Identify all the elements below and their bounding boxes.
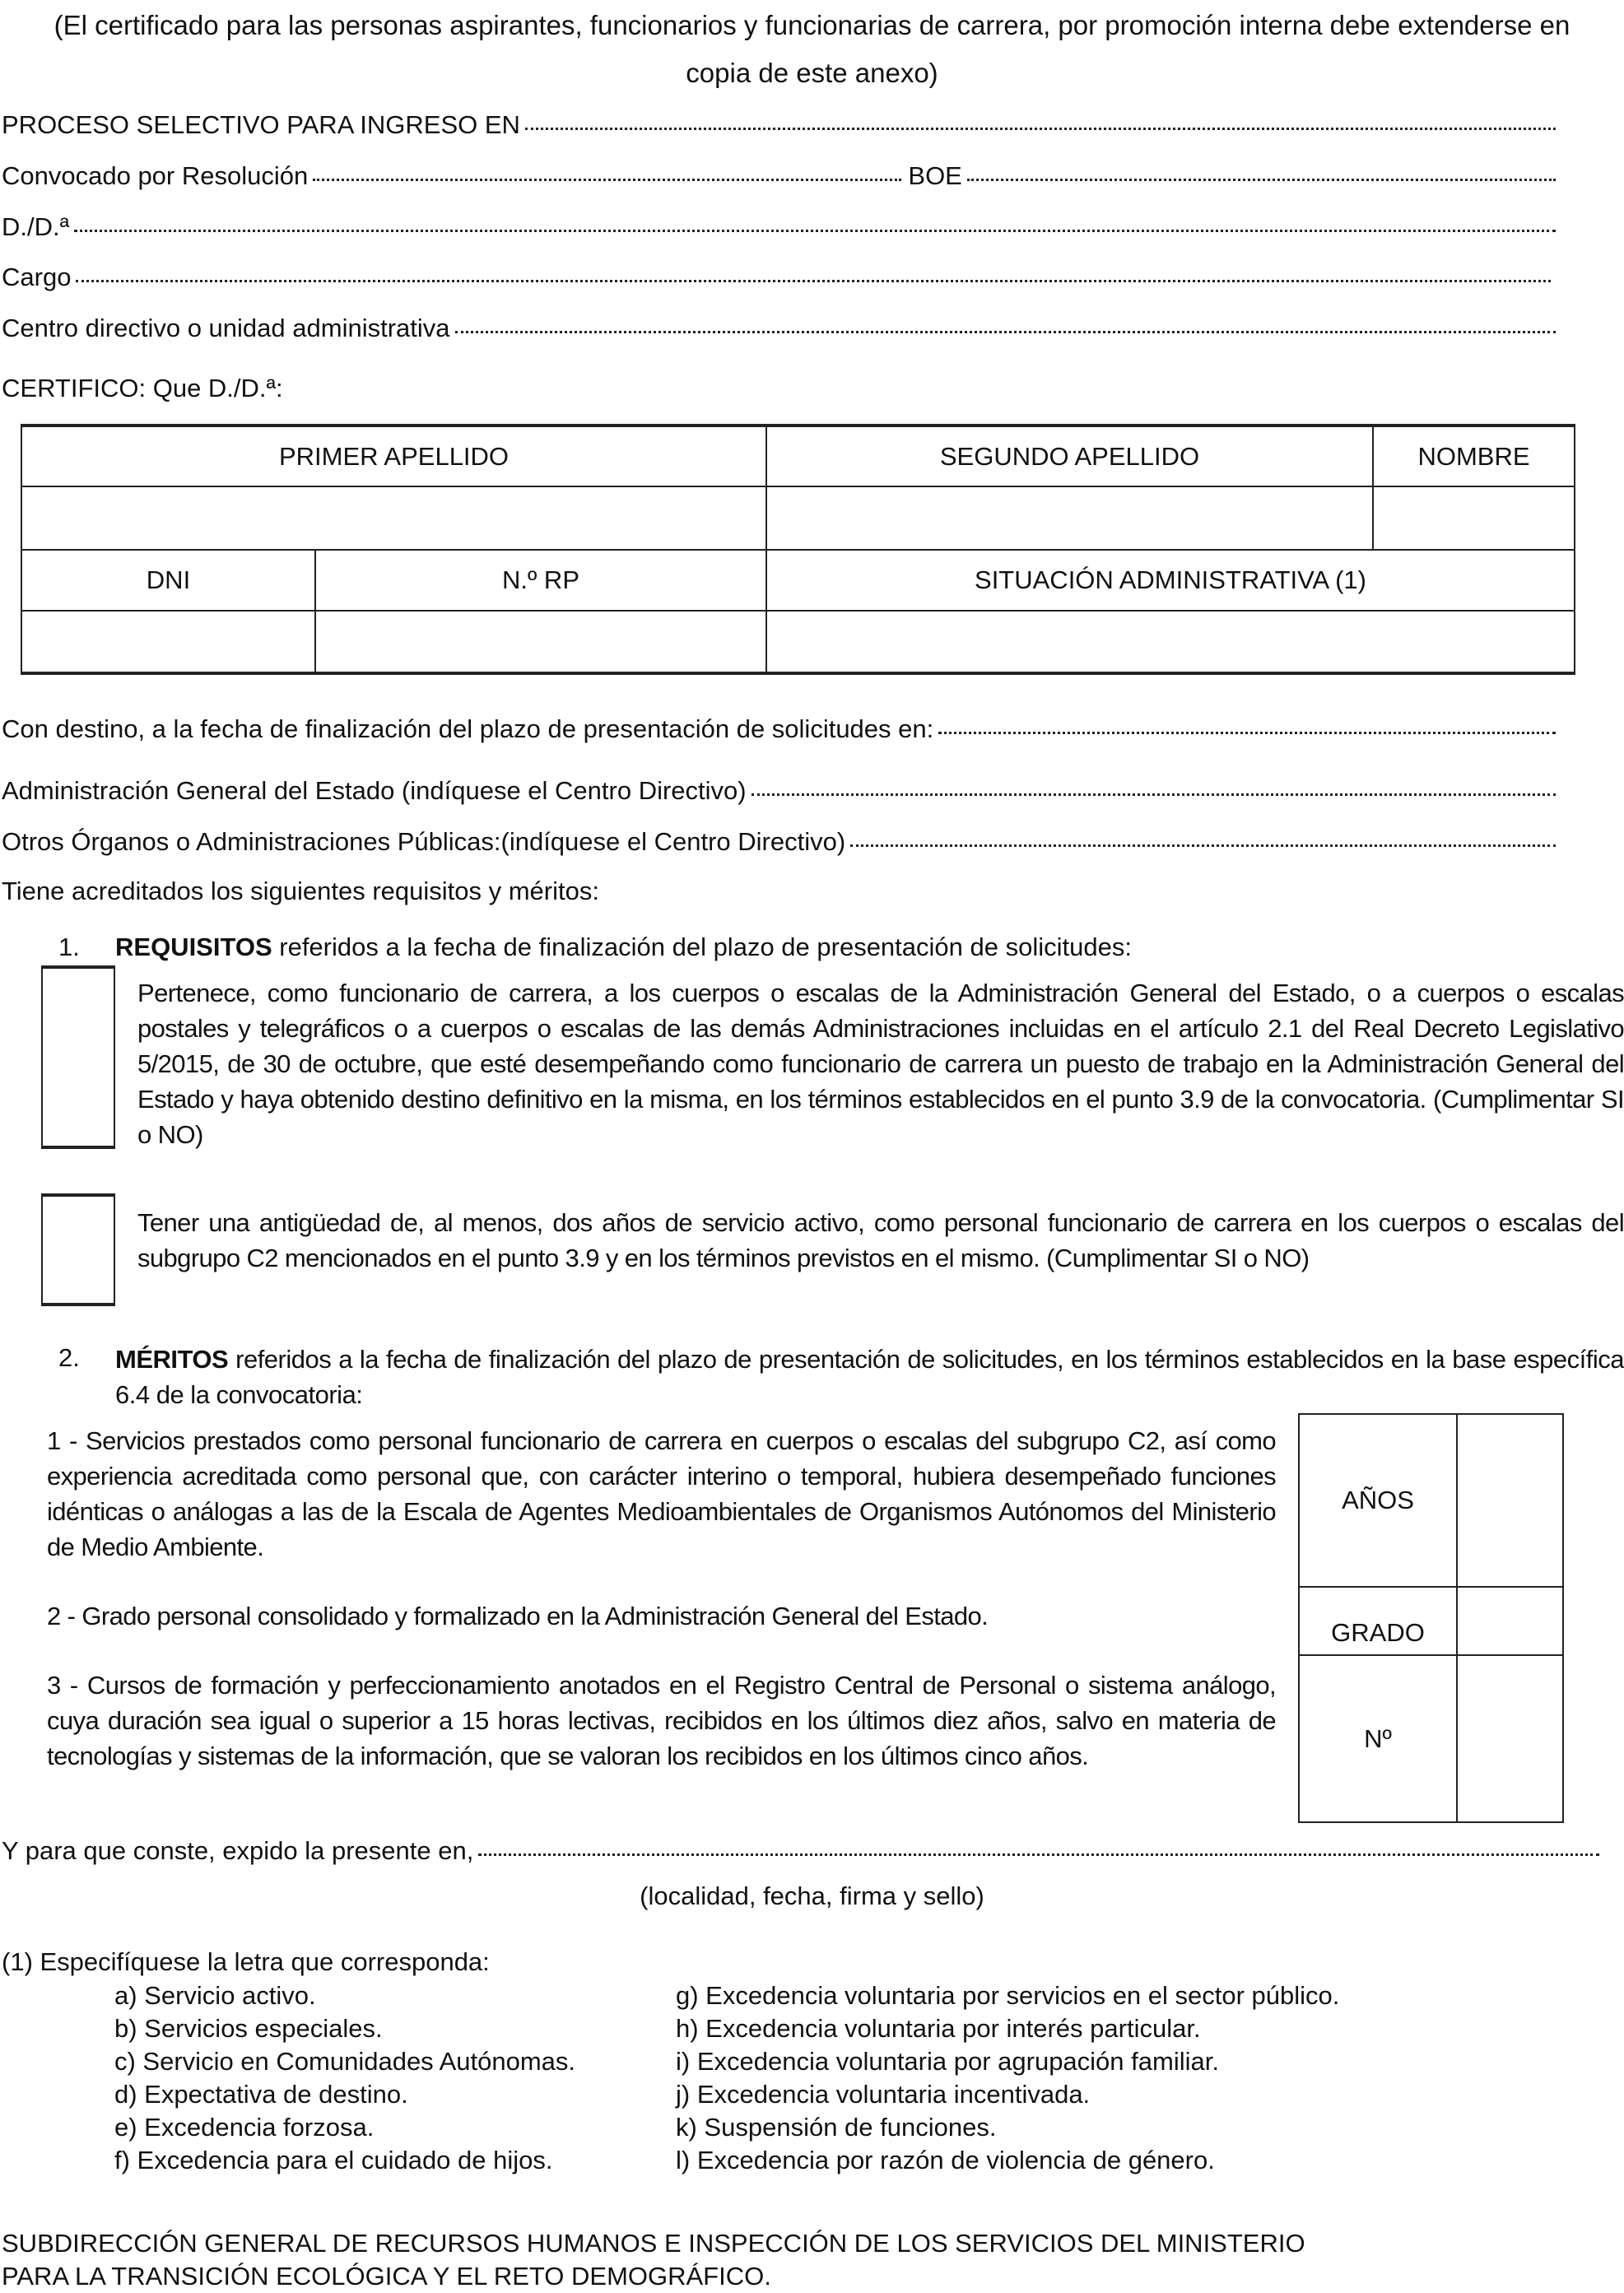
footnote-left-list (114, 1979, 575, 2177)
footer (2, 2227, 1305, 2293)
con-destino-label: Con destino, a la fecha de finalización del plazo de presentación de solicitudes en: (2, 714, 934, 743)
header-segundo-apellido: SEGUNDO APELLIDO (765, 424, 1374, 487)
header-dni: DNI (21, 549, 316, 612)
otros-field[interactable] (2, 827, 1556, 857)
certifico-label: CERTIFICO: Que D./D.ª: (2, 374, 283, 402)
dotted-leader (850, 844, 1556, 847)
merito-3-text: 3 - Cursos de formación y perfeccionamiento anotados en el Registro Central de Personal o sistema análogo, cuya duración sea igual o superior a 15 horas lectivas, recibidos en los últimos diez años, salvo en materia de tecnologías y sistemas de la información, que se valoran los recibidos en los últimos cinco años. (47, 1671, 1276, 1770)
dotted-leader (74, 230, 1556, 232)
requisitos-number: 1. (58, 933, 80, 961)
localidad-caption: (localidad, fecha, firma y sello) (640, 1881, 984, 1910)
centro-label: Centro directivo o unidad administrativa (2, 314, 450, 342)
anos-label: AÑOS (1298, 1413, 1458, 1588)
expido-label: Y para que conste, expido la presente en, (2, 1836, 474, 1865)
meritos-number: 2. (58, 1343, 80, 1372)
header-nombre: NOMBRE (1372, 424, 1575, 487)
convocado-label: Convocado por Resolución (2, 161, 309, 190)
age-field[interactable] (2, 776, 1556, 806)
dd-label: D./D.ª (2, 212, 70, 241)
num-cursos-label: Nº (1298, 1654, 1458, 1823)
footnote-item: f) Excedencia para el cuidado de hijos. (114, 2146, 553, 2174)
footnote-item: a) Servicio activo. (114, 1981, 316, 2010)
situacion-input[interactable] (765, 610, 1575, 675)
cargo-label: Cargo (2, 263, 72, 291)
convocado-field[interactable] (2, 161, 1556, 191)
requisitos-heading-bold: REQUISITOS (115, 933, 272, 961)
grado-input[interactable] (1456, 1586, 1564, 1656)
merito-1-text: 1 - Servicios prestados como personal funcionario de carrera en cuerpos o escalas del subgrupo C2, así como experiencia acreditada como personal que, con carácter interino o temporal, hubiera desempeñado funciones idénticas o análogas a las de la Escala de Agentes Medioambientales de Organismos Autónomos del Ministerio de Medio Ambiente. (47, 1426, 1276, 1561)
footer-line-1: SUBDIRECCIÓN GENERAL DE RECURSOS HUMANOS E INSPECCIÓN DE LOS SERVICIOS DEL MINISTERIO (2, 2229, 1305, 2258)
footnote-item: j) Excedencia voluntaria incentivada. (676, 2080, 1091, 2109)
requisito-2-text: Tener una antigüedad de, al menos, dos años de servicio activo, como personal funcionario de carrera en los cuerpos o escalas del subgrupo C2 mencionados en el punto 3.9 y en los términos previstos en el mismo. (Cumplimentar SI o NO) (137, 1208, 1624, 1272)
dotted-leader (313, 179, 901, 181)
dotted-leader (967, 179, 1556, 181)
merito-2-text: 2 - Grado personal consolidado y formalizado en la Administración General del Estado. (47, 1602, 989, 1630)
centro-field[interactable] (2, 314, 1556, 343)
con-destino-field[interactable] (2, 714, 1556, 744)
dotted-leader (478, 1853, 1599, 1856)
dotted-leader (938, 732, 1556, 734)
proceso-label: PROCESO SELECTIVO PARA INGRESO EN (2, 110, 520, 139)
footnote-right-list (676, 1979, 1339, 2177)
meritos-heading-rest: referidos a la fecha de finalización del plazo de presentación de solicitudes, en los términos establecidos en la base específica 6.4 de la convocatoria: (115, 1345, 1624, 1409)
footnote-item: g) Excedencia voluntaria por servicios en el sector público. (676, 1981, 1340, 2010)
requisito-1-text: Pertenece, como funcionario de carrera, a los cuerpos o escalas de la Administración General del Estado, o a cuerpos o escalas postales y telegráficos o a cuerpos o escalas de las demás Administraciones incluidas en el artículo 2.1 del Real Decreto Legislativo 5/2015, de 30 de octubre, que esté desempeñando como funcionario de carrera un puesto de trabajo en la Administración General del Estado y haya obtenido destino definitivo en la misma, en los términos establecidos en el punto 3.9 de la convocatoria. (Cumplimentar SI o NO) (137, 979, 1624, 1149)
meritos-heading (115, 1342, 1624, 1412)
boe-label: BOE (908, 161, 962, 190)
footnote-item: d) Expectativa de destino. (114, 2080, 408, 2109)
footnote-item: i) Excedencia voluntaria por agrupación familiar. (676, 2047, 1219, 2076)
header-situacion: SITUACIÓN ADMINISTRATIVA (1) (765, 549, 1575, 612)
meritos-heading-bold: MÉRITOS (115, 1345, 229, 1374)
expido-field[interactable] (2, 1836, 1599, 1866)
requisitos-heading-rest: referidos a la fecha de finalización del plazo de presentación de solicitudes: (272, 933, 1132, 961)
requisito-2-checkbox[interactable] (41, 1193, 115, 1306)
footnote-item: e) Excedencia forzosa. (114, 2113, 375, 2142)
footnote-item: c) Servicio en Comunidades Autónomas. (114, 2047, 576, 2076)
nombre-input[interactable] (1372, 486, 1575, 551)
requisito-1-checkbox[interactable] (41, 965, 115, 1149)
age-label: Administración General del Estado (indíquese el Centro Directivo) (2, 776, 747, 805)
cargo-field[interactable] (2, 263, 1551, 292)
dotted-leader (455, 331, 1557, 333)
header-nrp: N.º RP (314, 549, 767, 612)
footnote-item: h) Excedencia voluntaria por interés particular. (676, 2014, 1201, 2043)
proceso-field[interactable] (2, 110, 1556, 140)
dd-field[interactable] (2, 212, 1556, 242)
dotted-leader (76, 280, 1551, 282)
primer-apellido-input[interactable] (21, 486, 767, 551)
num-cursos-input[interactable] (1456, 1654, 1564, 1823)
footnote-item: l) Excedencia por razón de violencia de género. (676, 2146, 1215, 2174)
tiene-label: Tiene acreditados los siguientes requisitos y méritos: (2, 877, 599, 905)
dni-input[interactable] (21, 610, 316, 675)
dotted-leader (525, 128, 1556, 130)
otros-label: Otros Órganos o Administraciones Públicas:(indíquese el Centro Directivo) (2, 827, 846, 856)
footnote-title: (1) Especifíquese la letra que corresponda: (2, 1947, 490, 1976)
requisitos-heading (115, 933, 1132, 962)
anos-input[interactable] (1456, 1413, 1564, 1588)
segundo-apellido-input[interactable] (765, 486, 1374, 551)
footnote-item: k) Suspensión de funciones. (676, 2113, 997, 2142)
dotted-leader (752, 793, 1556, 796)
nrp-input[interactable] (314, 610, 767, 675)
grado-label: GRADO (1298, 1586, 1458, 1656)
header-primer-apellido: PRIMER APELLIDO (21, 424, 767, 487)
footer-line-2: PARA LA TRANSICIÓN ECOLÓGICA Y EL RETO DEMOGRÁFICO. (2, 2262, 771, 2291)
footnote-item: b) Servicios especiales. (114, 2014, 383, 2043)
header-note: (El certificado para las personas aspirantes, funcionarios y funcionarias de carrera, por promoción interna debe extenderse en copia de este anexo) (54, 10, 1570, 88)
